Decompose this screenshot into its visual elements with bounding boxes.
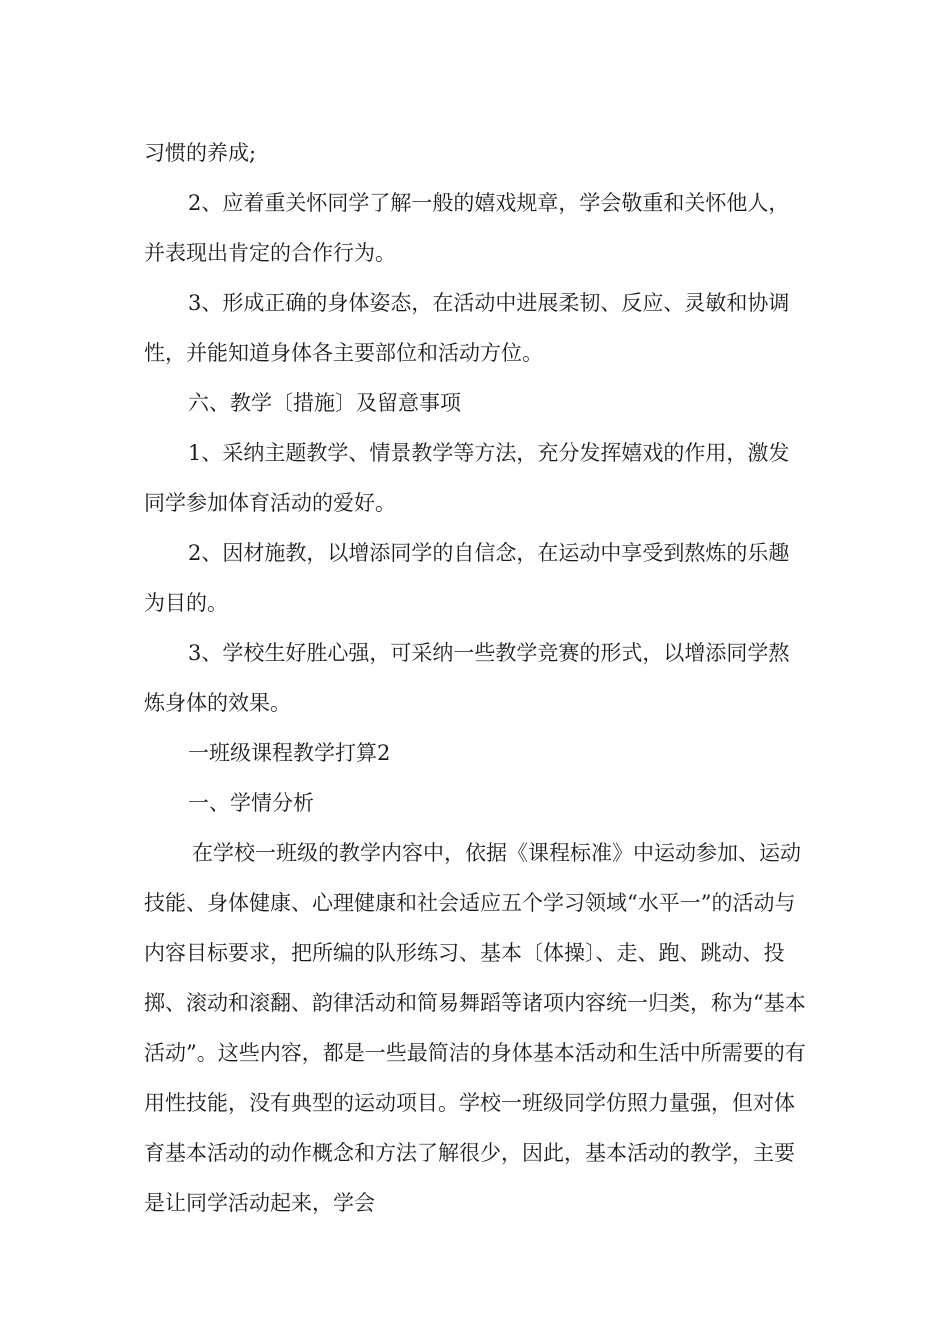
document-page (144, 128, 810, 1228)
paragraph-analysis: 在学校一班级的教学内容中，依据《课程标准》中运动参加、运动技能、身体健康、心理健康和社会适应五个学习领域“水平一”的活动与内容目标要求，把所编的队形练习、基本〔体操〕、走、跑、跳动、投掷、滚动和滚翻、韵律活动和简易舞蹈等诸项内容统一归类，称为“基本活动”。这些内容，都是一些最简洁的身体基本活动和生活中所需要的有用性技能，没有典型的运动项目。学校一班级同学仿照力量强，但对体育基本活动的动作概念和方法了解很少，因此，基本活动的教学，主要是让同学活动起来，学会 (144, 841, 806, 1215)
paragraph-goal-2: 2、应着重关怀同学了解一般的嬉戏规章，学会敬重和关怀他人，并表现出肯定的合作行为。 (144, 191, 790, 265)
paragraph-goal-3: 3、形成正确的身体姿态，在活动中进展柔韧、反应、灵敏和协调性，并能知道身体各主要部位和活动方位。 (144, 291, 790, 365)
document-subtitle: 一班级课程教学打算2 (188, 741, 391, 765)
paragraph-measure-3: 3、学校生好胜心强，可采纳一些教学竞赛的形式，以增添同学熬炼身体的效果。 (144, 641, 790, 715)
paragraph-continuation: 习惯的养成; (144, 141, 257, 165)
paragraph-measure-2: 2、因材施教，以增添同学的自信念，在运动中享受到熬炼的乐趣为目的。 (144, 541, 790, 615)
section-heading-analysis: 一、学情分析 (188, 791, 314, 815)
paragraph-measure-1: 1、采纳主题教学、情景教学等方法，充分发挥嬉戏的作用，激发同学参加体育活动的爱好。 (144, 441, 790, 515)
section-heading-measures: 六、教学〔措施〕及留意事项 (188, 391, 461, 415)
